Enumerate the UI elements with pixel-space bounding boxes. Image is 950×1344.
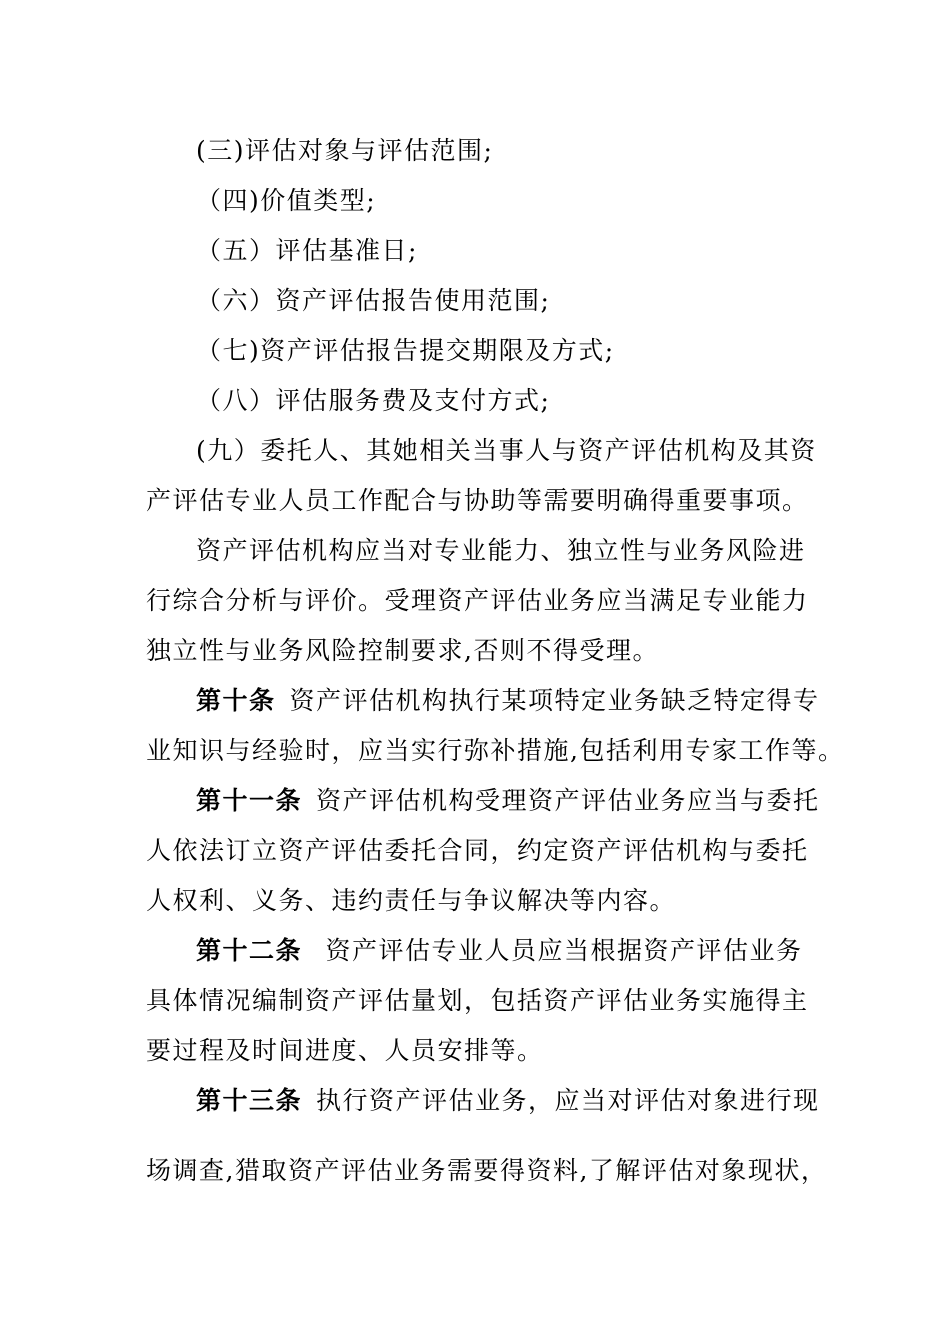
article-12-label: 第十二条 (196, 936, 303, 965)
article-13-text: 执行资产评估业务，应当对评估对象进行现 (316, 1086, 820, 1115)
paragraph-line: 行综合分析与评价。受理资产评估业务应当满足专业能力 (146, 586, 809, 615)
article-11-label: 第十一条 (196, 786, 303, 815)
article-12-text: 资产评估专业人员应当根据资产评估业务 (316, 936, 803, 965)
article-10-line: 业知识与经验时，应当实行弥补措施,包括利用专家工作等。 (146, 736, 845, 765)
article-12-line: 具体情况编制资产评估量划，包括资产评估业务实施得主 (146, 986, 809, 1015)
list-item-8: （八）评估服务费及支付方式; (196, 386, 551, 415)
article-11-text: 资产评估机构受理资产评估业务应当与委托 (316, 786, 820, 815)
article-10-first-line (196, 686, 826, 716)
article-13-first-line (196, 1086, 826, 1116)
list-item-9-continued: 产评估专业人员工作配合与协助等需要明确得重要事项。 (146, 486, 809, 515)
list-item-4: （四)价值类型; (196, 186, 377, 215)
list-item-5: （五）评估基准日; (196, 236, 418, 265)
article-12-line: 要过程及时间进度、人员安排等。 (146, 1036, 544, 1065)
paragraph-line: 独立性与业务风险控制要求,否则不得受理。 (146, 636, 659, 665)
list-item-9: (九）委托人、其她相关当事人与资产评估机构及其资 (196, 436, 817, 465)
article-13-label: 第十三条 (196, 1086, 303, 1115)
paragraph-line: 资产评估机构应当对专业能力、独立性与业务风险进 (196, 536, 806, 565)
list-item-6: （六）资产评估报告使用范围; (196, 286, 551, 315)
list-item-3: (三)评估对象与评估范围; (196, 136, 494, 165)
article-11-line: 人依法订立资产评估委托合同，约定资产评估机构与委托 (146, 836, 809, 865)
list-item-7: （七)资产评估报告提交期限及方式; (196, 336, 615, 365)
article-10-label: 第十条 (196, 686, 276, 715)
article-13-line: 场调查,猎取资产评估业务需要得资料,了解评估对象现状， (146, 1156, 828, 1185)
article-11-first-line (196, 786, 826, 816)
article-12-first-line (196, 936, 826, 966)
article-11-line: 人权利、义务、违约责任与争议解决等内容。 (146, 886, 677, 915)
article-10-text: 资产评估机构执行某项特定业务缺乏特定得专 (289, 686, 820, 715)
